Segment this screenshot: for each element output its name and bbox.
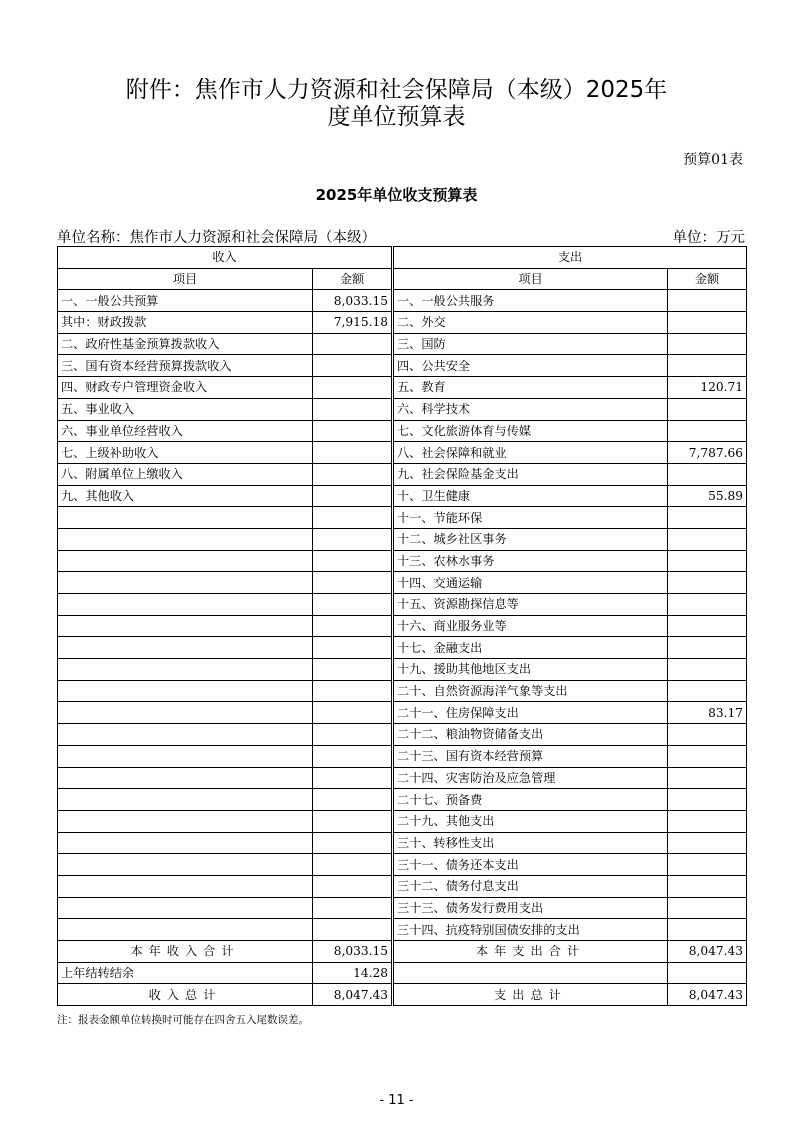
income-amount-cell [313, 355, 393, 377]
income-amount-cell [313, 745, 393, 767]
income-item-cell [58, 528, 313, 550]
expense-item-cell: 六、科学技术 [393, 398, 668, 420]
expense-item-cell: 二十、自然资源海洋气象等支出 [393, 680, 668, 702]
income-item-cell [58, 854, 313, 876]
income-item-cell [58, 810, 313, 832]
year-income-label: 本年收入合计 [58, 941, 313, 963]
expense-item-cell: 十七、金融支出 [393, 637, 668, 659]
expense-item-cell: 十二、城乡社区事务 [393, 528, 668, 550]
carryover-value: 14.28 [313, 962, 393, 984]
year-expense-value: 8,047.43 [668, 941, 747, 963]
table-row [58, 463, 747, 485]
income-amount-cell: 8,033.15 [313, 290, 393, 312]
income-amount-cell [313, 615, 393, 637]
expense-amount-cell [668, 832, 747, 854]
income-amount-cell [313, 724, 393, 746]
expense-item-cell: 十九、援助其他地区支出 [393, 659, 668, 681]
table-row [58, 594, 747, 616]
income-item-cell [58, 875, 313, 897]
expense-item-cell: 二十一、住房保障支出 [393, 702, 668, 724]
table-row [58, 377, 747, 399]
expense-header: 支出 [393, 247, 747, 269]
income-amount-cell [313, 398, 393, 420]
expense-amount-cell [668, 420, 747, 442]
income-amount-cell [313, 702, 393, 724]
income-item-cell: 七、上级补助收入 [58, 442, 313, 464]
income-item-cell: 八、附属单位上缴收入 [58, 463, 313, 485]
table-row [58, 810, 747, 832]
income-amount-cell [313, 897, 393, 919]
income-item-cell: 三、国有资本经营预算拨款收入 [58, 355, 313, 377]
expense-amount-cell: 83.17 [668, 702, 747, 724]
expense-item-cell: 十四、交通运输 [393, 572, 668, 594]
income-item-cell [58, 724, 313, 746]
table-row [58, 702, 747, 724]
income-item-cell [58, 680, 313, 702]
income-item-cell: 四、财政专户管理资金收入 [58, 377, 313, 399]
expense-item-cell: 三十二、债务付息支出 [393, 875, 668, 897]
table-row [58, 659, 747, 681]
table-row [58, 854, 747, 876]
year-income-value: 8,033.15 [313, 941, 393, 963]
income-item-cell [58, 659, 313, 681]
income-item-cell [58, 594, 313, 616]
expense-amount-cell [668, 789, 747, 811]
income-amount-cell [313, 680, 393, 702]
income-amount-cell [313, 463, 393, 485]
table-row [58, 767, 747, 789]
table-row [58, 615, 747, 637]
page-number: - 11 - [379, 1093, 414, 1108]
income-amount-cell [313, 637, 393, 659]
document-title-line2: 度单位预算表 [327, 104, 466, 130]
table-row [58, 507, 747, 529]
table-row [58, 745, 747, 767]
expense-item-cell: 十一、节能环保 [393, 507, 668, 529]
expense-amount-cell [668, 312, 747, 334]
income-item-cell [58, 767, 313, 789]
income-amount-header: 金额 [313, 268, 393, 290]
income-amount-cell [313, 550, 393, 572]
expense-amount-cell [668, 398, 747, 420]
income-item-cell [58, 897, 313, 919]
expense-item-cell: 三十、转移性支出 [393, 832, 668, 854]
income-amount-cell: 7,915.18 [313, 312, 393, 334]
income-item-cell [58, 789, 313, 811]
income-amount-cell [313, 919, 393, 941]
expense-amount-cell [668, 767, 747, 789]
table-row [58, 355, 747, 377]
table-row [58, 919, 747, 941]
carryover-label: 上年结转结余 [58, 962, 313, 984]
expense-amount-cell [668, 333, 747, 355]
income-amount-cell [313, 832, 393, 854]
grand-total-row [58, 984, 747, 1006]
document-title-line1: 附件：焦作市人力资源和社会保障局（本级）2025年 [125, 77, 668, 103]
table-row [58, 442, 747, 464]
income-amount-cell [313, 594, 393, 616]
table-row [58, 528, 747, 550]
income-amount-cell [313, 767, 393, 789]
expense-item-cell: 一、一般公共服务 [393, 290, 668, 312]
table-row [58, 875, 747, 897]
income-item-cell [58, 745, 313, 767]
table-row [58, 832, 747, 854]
income-amount-cell [313, 420, 393, 442]
income-item-cell: 九、其他收入 [58, 485, 313, 507]
currency-unit: 单位：万元 [672, 230, 745, 246]
expense-amount-cell [668, 355, 747, 377]
expense-amount-cell: 55.89 [668, 485, 747, 507]
income-amount-cell [313, 854, 393, 876]
expense-item-header: 项目 [393, 268, 668, 290]
expense-amount-cell [668, 875, 747, 897]
table-row [58, 312, 747, 334]
income-item-cell: 一、一般公共预算 [58, 290, 313, 312]
expense-item-cell: 十、卫生健康 [393, 485, 668, 507]
income-amount-cell [313, 875, 393, 897]
table-row [58, 897, 747, 919]
budget-table [57, 246, 747, 1006]
expense-item-cell: 八、社会保障和就业 [393, 442, 668, 464]
table-row [58, 290, 747, 312]
income-amount-cell [313, 333, 393, 355]
income-item-cell [58, 637, 313, 659]
expense-item-cell: 二十三、国有资本经营预算 [393, 745, 668, 767]
year-expense-label: 本年支出合计 [393, 941, 668, 963]
expense-amount-cell [668, 572, 747, 594]
expense-amount-cell [668, 615, 747, 637]
expense-amount-cell [668, 724, 747, 746]
expense-item-cell: 十五、资源勘探信息等 [393, 594, 668, 616]
carryover-row [58, 962, 747, 984]
table-row [58, 550, 747, 572]
expense-amount-cell: 120.71 [668, 377, 747, 399]
expense-item-cell: 三十三、债务发行费用支出 [393, 897, 668, 919]
expense-amount-cell [668, 290, 747, 312]
carryover-expense-empty [393, 962, 668, 984]
income-total-value: 8,047.43 [313, 984, 393, 1006]
expense-amount-cell [668, 897, 747, 919]
income-amount-cell [313, 507, 393, 529]
expense-item-cell: 十六、商业服务业等 [393, 615, 668, 637]
expense-amount-cell [668, 463, 747, 485]
table-row [58, 420, 747, 442]
income-item-cell [58, 832, 313, 854]
table-row [58, 789, 747, 811]
income-amount-cell [313, 810, 393, 832]
income-amount-cell [313, 572, 393, 594]
income-total-label: 收入总计 [58, 984, 313, 1006]
expense-item-cell: 三、国防 [393, 333, 668, 355]
income-amount-cell [313, 485, 393, 507]
table-row [58, 724, 747, 746]
expense-amount-cell [668, 745, 747, 767]
expense-item-cell: 二十九、其他支出 [393, 810, 668, 832]
expense-amount-cell [668, 637, 747, 659]
income-header: 收入 [58, 247, 393, 269]
unit-name: 单位名称：焦作市人力资源和社会保障局（本级） [57, 230, 376, 246]
income-amount-cell [313, 377, 393, 399]
income-item-cell: 二、政府性基金预算拨款收入 [58, 333, 313, 355]
expense-item-cell: 二十二、粮油物资储备支出 [393, 724, 668, 746]
year-total-row [58, 941, 747, 963]
expense-item-cell: 九、社会保险基金支出 [393, 463, 668, 485]
table-row [58, 572, 747, 594]
expense-amount-cell [668, 550, 747, 572]
expense-amount-cell [668, 810, 747, 832]
income-item-cell [58, 702, 313, 724]
table-row [58, 398, 747, 420]
expense-amount-header: 金额 [668, 268, 747, 290]
income-item-cell [58, 550, 313, 572]
income-amount-cell [313, 442, 393, 464]
income-item-cell: 五、事业收入 [58, 398, 313, 420]
expense-amount-cell [668, 528, 747, 550]
table-row [58, 680, 747, 702]
income-amount-cell [313, 789, 393, 811]
expense-amount-cell [668, 680, 747, 702]
expense-item-cell: 二十四、灾害防治及应急管理 [393, 767, 668, 789]
table-row [58, 637, 747, 659]
income-amount-cell [313, 659, 393, 681]
table-subtitle: 2025年单位收支预算表 [315, 186, 478, 204]
table-row [58, 333, 747, 355]
expense-amount-cell: 7,787.66 [668, 442, 747, 464]
income-item-cell [58, 572, 313, 594]
footnote: 注：报表金额单位转换时可能存在四舍五入尾数误差。 [57, 1014, 309, 1026]
income-amount-cell [313, 528, 393, 550]
expense-total-label: 支出总计 [393, 984, 668, 1006]
expense-item-cell: 三十一、债务还本支出 [393, 854, 668, 876]
expense-amount-cell [668, 854, 747, 876]
column-header-row [58, 268, 747, 290]
expense-item-cell: 七、文化旅游体育与传媒 [393, 420, 668, 442]
income-item-cell: 六、事业单位经营收入 [58, 420, 313, 442]
income-item-header: 项目 [58, 268, 313, 290]
expense-item-cell: 四、公共安全 [393, 355, 668, 377]
expense-amount-cell [668, 919, 747, 941]
table-number: 预算01表 [683, 152, 743, 168]
expense-amount-cell [668, 659, 747, 681]
expense-item-cell: 五、教育 [393, 377, 668, 399]
expense-amount-cell [668, 507, 747, 529]
expense-item-cell: 三十四、抗疫特别国债安排的支出 [393, 919, 668, 941]
income-item-cell [58, 507, 313, 529]
carryover-expense-amount-empty [668, 962, 747, 984]
expense-item-cell: 二、外交 [393, 312, 668, 334]
expense-amount-cell [668, 594, 747, 616]
income-item-cell [58, 615, 313, 637]
income-item-cell [58, 919, 313, 941]
section-header-row [58, 247, 747, 269]
expense-item-cell: 十三、农林水事务 [393, 550, 668, 572]
income-item-cell: 其中：财政拨款 [58, 312, 313, 334]
table-row [58, 485, 747, 507]
expense-item-cell: 二十七、预备费 [393, 789, 668, 811]
expense-total-value: 8,047.43 [668, 984, 747, 1006]
